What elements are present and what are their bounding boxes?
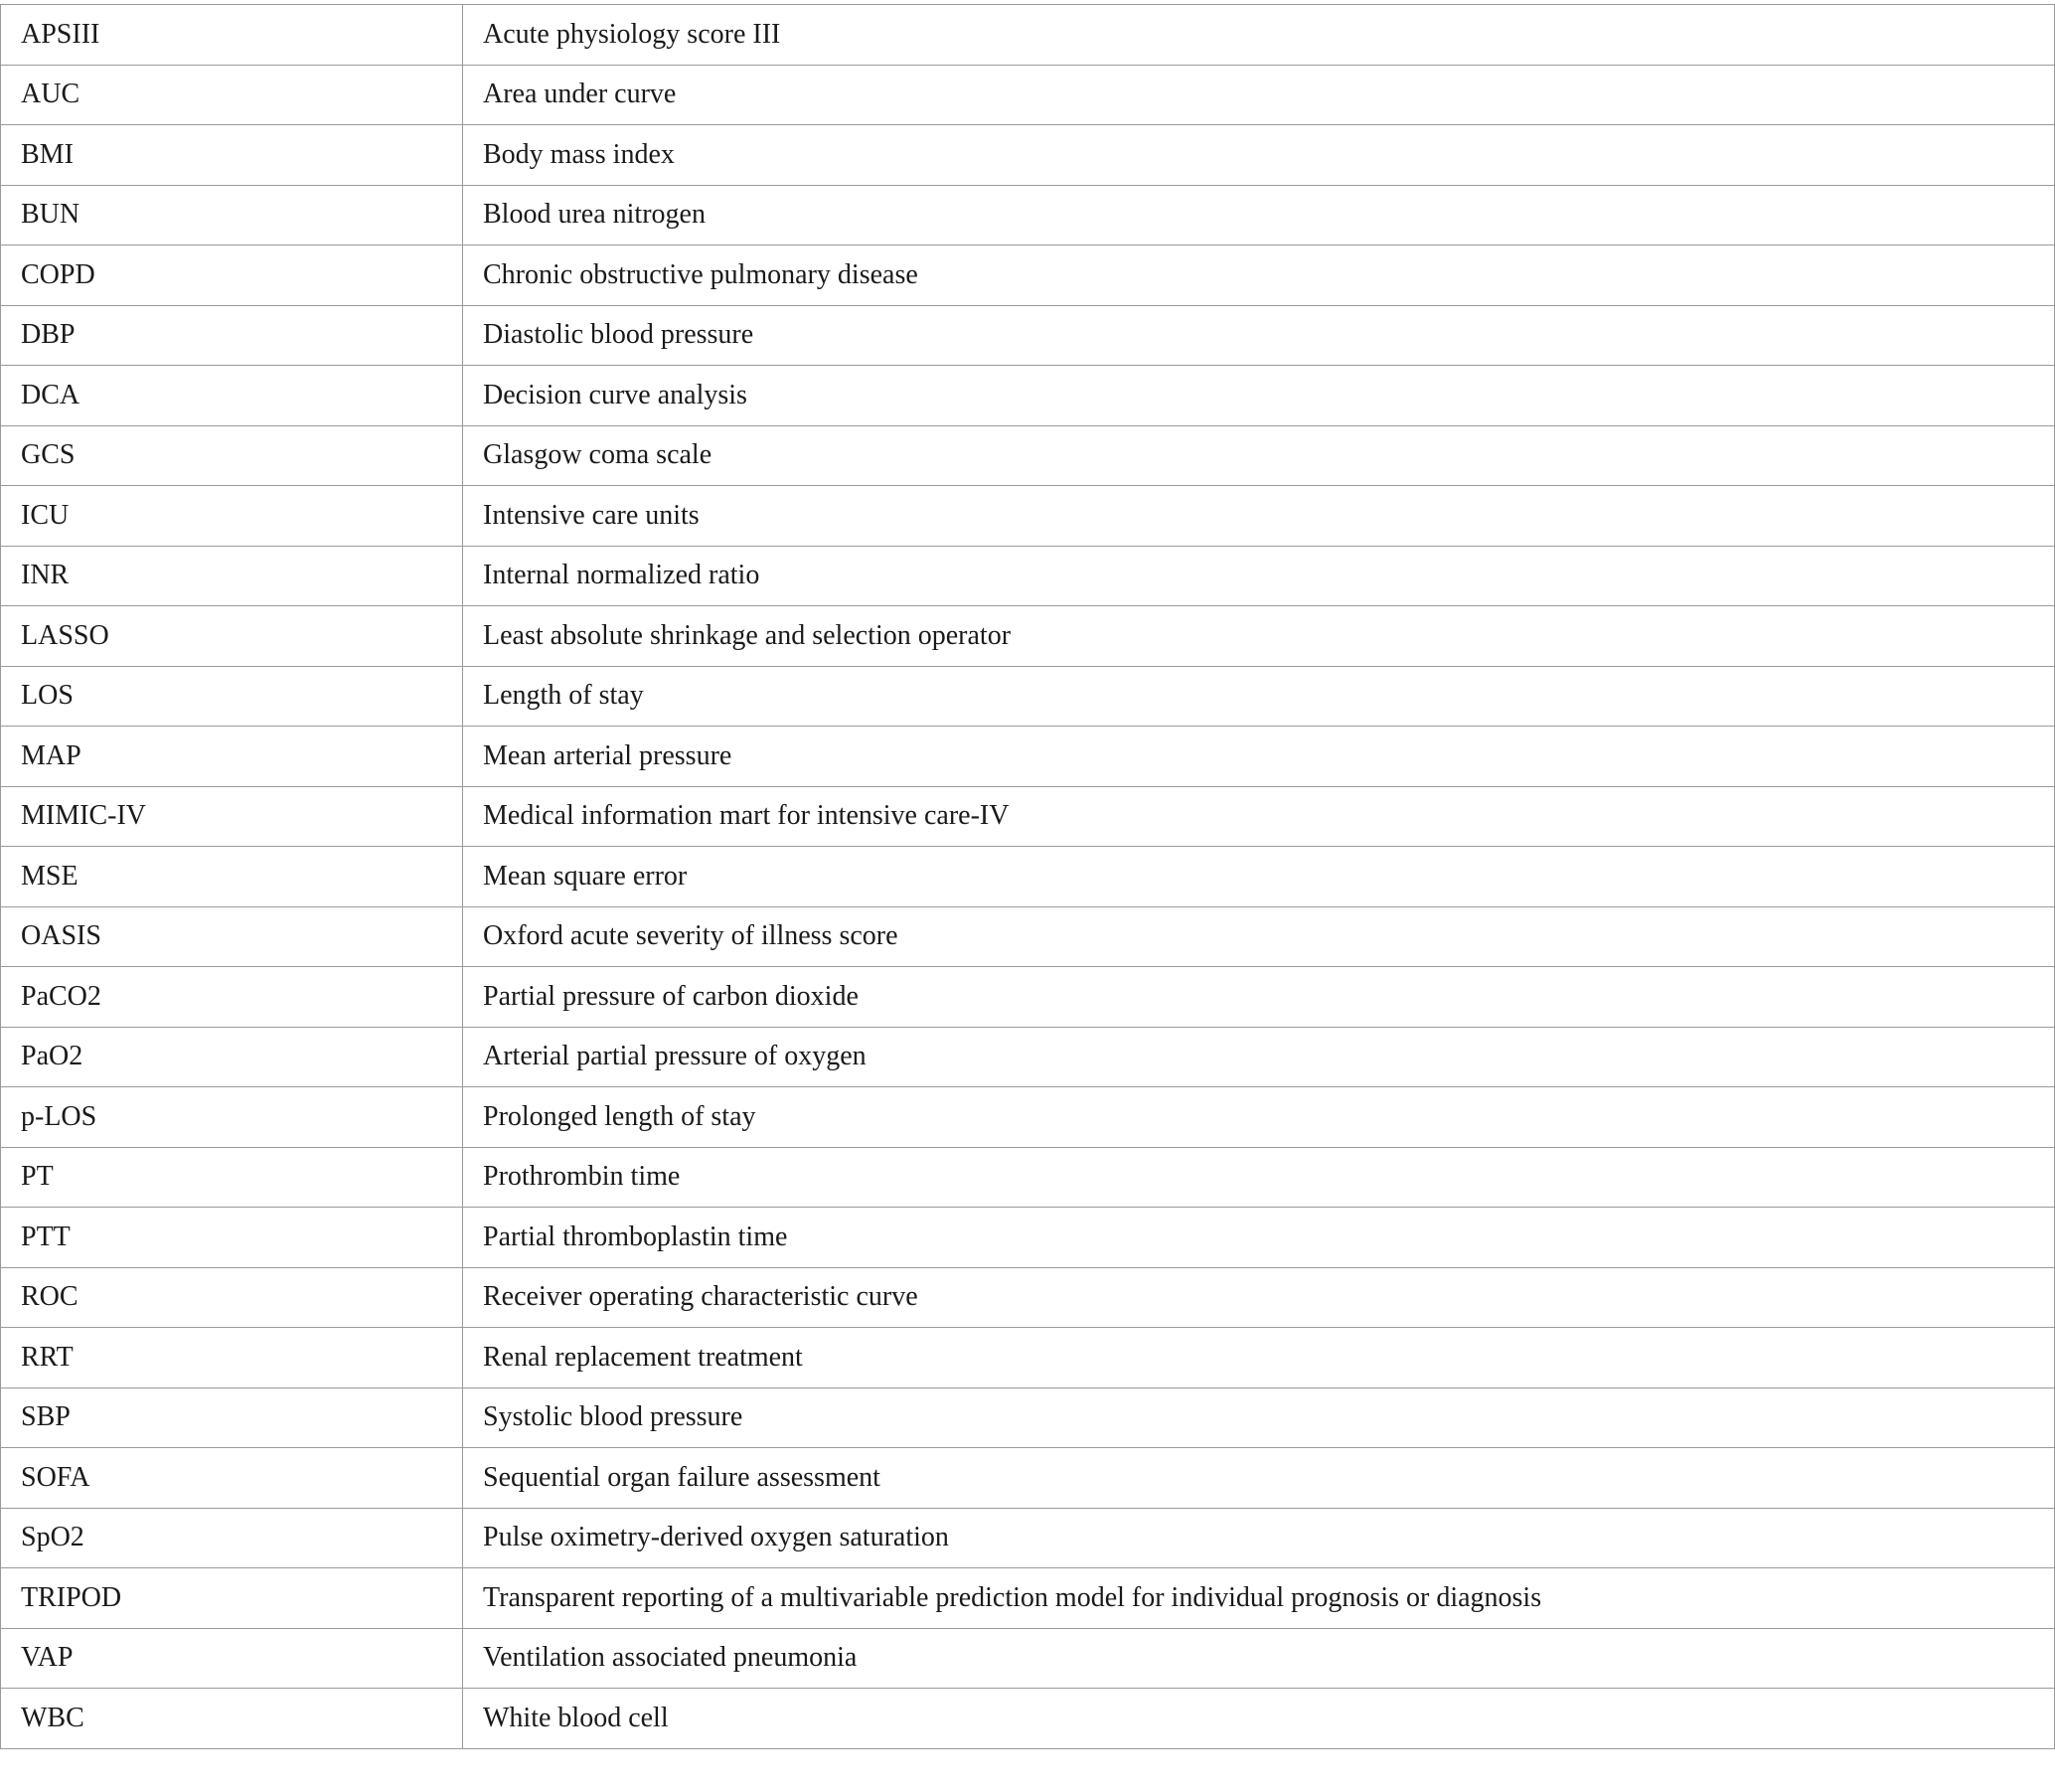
- table-row: [1, 666, 2055, 727]
- abbreviation-cell: DBP: [1, 305, 463, 366]
- definition-cell: Diastolic blood pressure: [463, 305, 2055, 366]
- table-row: [1, 486, 2055, 547]
- abbreviation-cell: INR: [1, 546, 463, 606]
- abbreviation-cell: MSE: [1, 847, 463, 907]
- table-row: [1, 1689, 2055, 1749]
- table-row: [1, 425, 2055, 486]
- abbreviation-cell: PTT: [1, 1208, 463, 1268]
- definition-cell: White blood cell: [463, 1689, 2055, 1749]
- abbreviation-cell: PaCO2: [1, 967, 463, 1028]
- table-row: [1, 546, 2055, 606]
- definition-cell: Least absolute shrinkage and selection operator: [463, 606, 2055, 667]
- abbreviation-cell: AUC: [1, 65, 463, 125]
- abbreviation-cell: ICU: [1, 486, 463, 547]
- abbreviation-cell: ROC: [1, 1267, 463, 1328]
- definition-cell: Glasgow coma scale: [463, 425, 2055, 486]
- definition-cell: Length of stay: [463, 666, 2055, 727]
- definition-cell: Decision curve analysis: [463, 366, 2055, 426]
- definition-cell: Oxford acute severity of illness score: [463, 906, 2055, 967]
- abbreviation-cell: SpO2: [1, 1508, 463, 1568]
- definition-cell: Systolic blood pressure: [463, 1387, 2055, 1448]
- definition-cell: Partial thromboplastin time: [463, 1208, 2055, 1268]
- table-row: [1, 1208, 2055, 1268]
- table-row: [1, 1267, 2055, 1328]
- table-row: [1, 1027, 2055, 1087]
- definition-cell: Acute physiology score III: [463, 5, 2055, 66]
- table-row: [1, 606, 2055, 667]
- abbreviation-cell: LOS: [1, 666, 463, 727]
- abbreviation-cell: PT: [1, 1147, 463, 1208]
- abbreviations-table: [0, 4, 2055, 1749]
- table-row: [1, 305, 2055, 366]
- definition-cell: Chronic obstructive pulmonary disease: [463, 245, 2055, 306]
- table-row: [1, 1147, 2055, 1208]
- definition-cell: Mean square error: [463, 847, 2055, 907]
- definition-cell: Partial pressure of carbon dioxide: [463, 967, 2055, 1028]
- table-row: [1, 245, 2055, 306]
- abbreviation-cell: p-LOS: [1, 1087, 463, 1148]
- table-row: [1, 906, 2055, 967]
- definition-cell: Renal replacement treatment: [463, 1328, 2055, 1388]
- table-row: [1, 1568, 2055, 1629]
- table-row: [1, 185, 2055, 245]
- abbreviation-cell: COPD: [1, 245, 463, 306]
- abbreviations-table-body: [1, 5, 2055, 1749]
- abbreviation-cell: TRIPOD: [1, 1568, 463, 1629]
- abbreviation-cell: APSIII: [1, 5, 463, 66]
- definition-cell: Body mass index: [463, 125, 2055, 186]
- table-row: [1, 5, 2055, 66]
- table-row: [1, 1387, 2055, 1448]
- table-row: [1, 1448, 2055, 1509]
- table-row: [1, 65, 2055, 125]
- abbreviation-cell: SBP: [1, 1387, 463, 1448]
- abbreviation-cell: BMI: [1, 125, 463, 186]
- table-row: [1, 786, 2055, 847]
- abbreviation-cell: GCS: [1, 425, 463, 486]
- table-row: [1, 1328, 2055, 1388]
- definition-cell: Sequential organ failure assessment: [463, 1448, 2055, 1509]
- table-row: [1, 366, 2055, 426]
- definition-cell: Ventilation associated pneumonia: [463, 1628, 2055, 1689]
- table-row: [1, 1628, 2055, 1689]
- abbreviation-cell: PaO2: [1, 1027, 463, 1087]
- definition-cell: Area under curve: [463, 65, 2055, 125]
- definition-cell: Transparent reporting of a multivariable prediction model for individual prognosis or diagnosis: [463, 1568, 2055, 1629]
- definition-cell: Prothrombin time: [463, 1147, 2055, 1208]
- abbreviation-cell: MIMIC-IV: [1, 786, 463, 847]
- definition-cell: Mean arterial pressure: [463, 727, 2055, 787]
- definition-cell: Internal normalized ratio: [463, 546, 2055, 606]
- table-row: [1, 847, 2055, 907]
- table-row: [1, 967, 2055, 1028]
- table-row: [1, 727, 2055, 787]
- table-row: [1, 1508, 2055, 1568]
- definition-cell: Arterial partial pressure of oxygen: [463, 1027, 2055, 1087]
- definition-cell: Receiver operating characteristic curve: [463, 1267, 2055, 1328]
- definition-cell: Prolonged length of stay: [463, 1087, 2055, 1148]
- table-row: [1, 1087, 2055, 1148]
- definition-cell: Intensive care units: [463, 486, 2055, 547]
- definition-cell: Blood urea nitrogen: [463, 185, 2055, 245]
- abbreviation-cell: MAP: [1, 727, 463, 787]
- abbreviation-cell: SOFA: [1, 1448, 463, 1509]
- abbreviation-cell: OASIS: [1, 906, 463, 967]
- abbreviation-cell: VAP: [1, 1628, 463, 1689]
- definition-cell: Pulse oximetry-derived oxygen saturation: [463, 1508, 2055, 1568]
- abbreviation-cell: DCA: [1, 366, 463, 426]
- abbreviation-cell: WBC: [1, 1689, 463, 1749]
- abbreviation-cell: LASSO: [1, 606, 463, 667]
- abbreviation-cell: BUN: [1, 185, 463, 245]
- abbreviation-cell: RRT: [1, 1328, 463, 1388]
- table-row: [1, 125, 2055, 186]
- definition-cell: Medical information mart for intensive care-IV: [463, 786, 2055, 847]
